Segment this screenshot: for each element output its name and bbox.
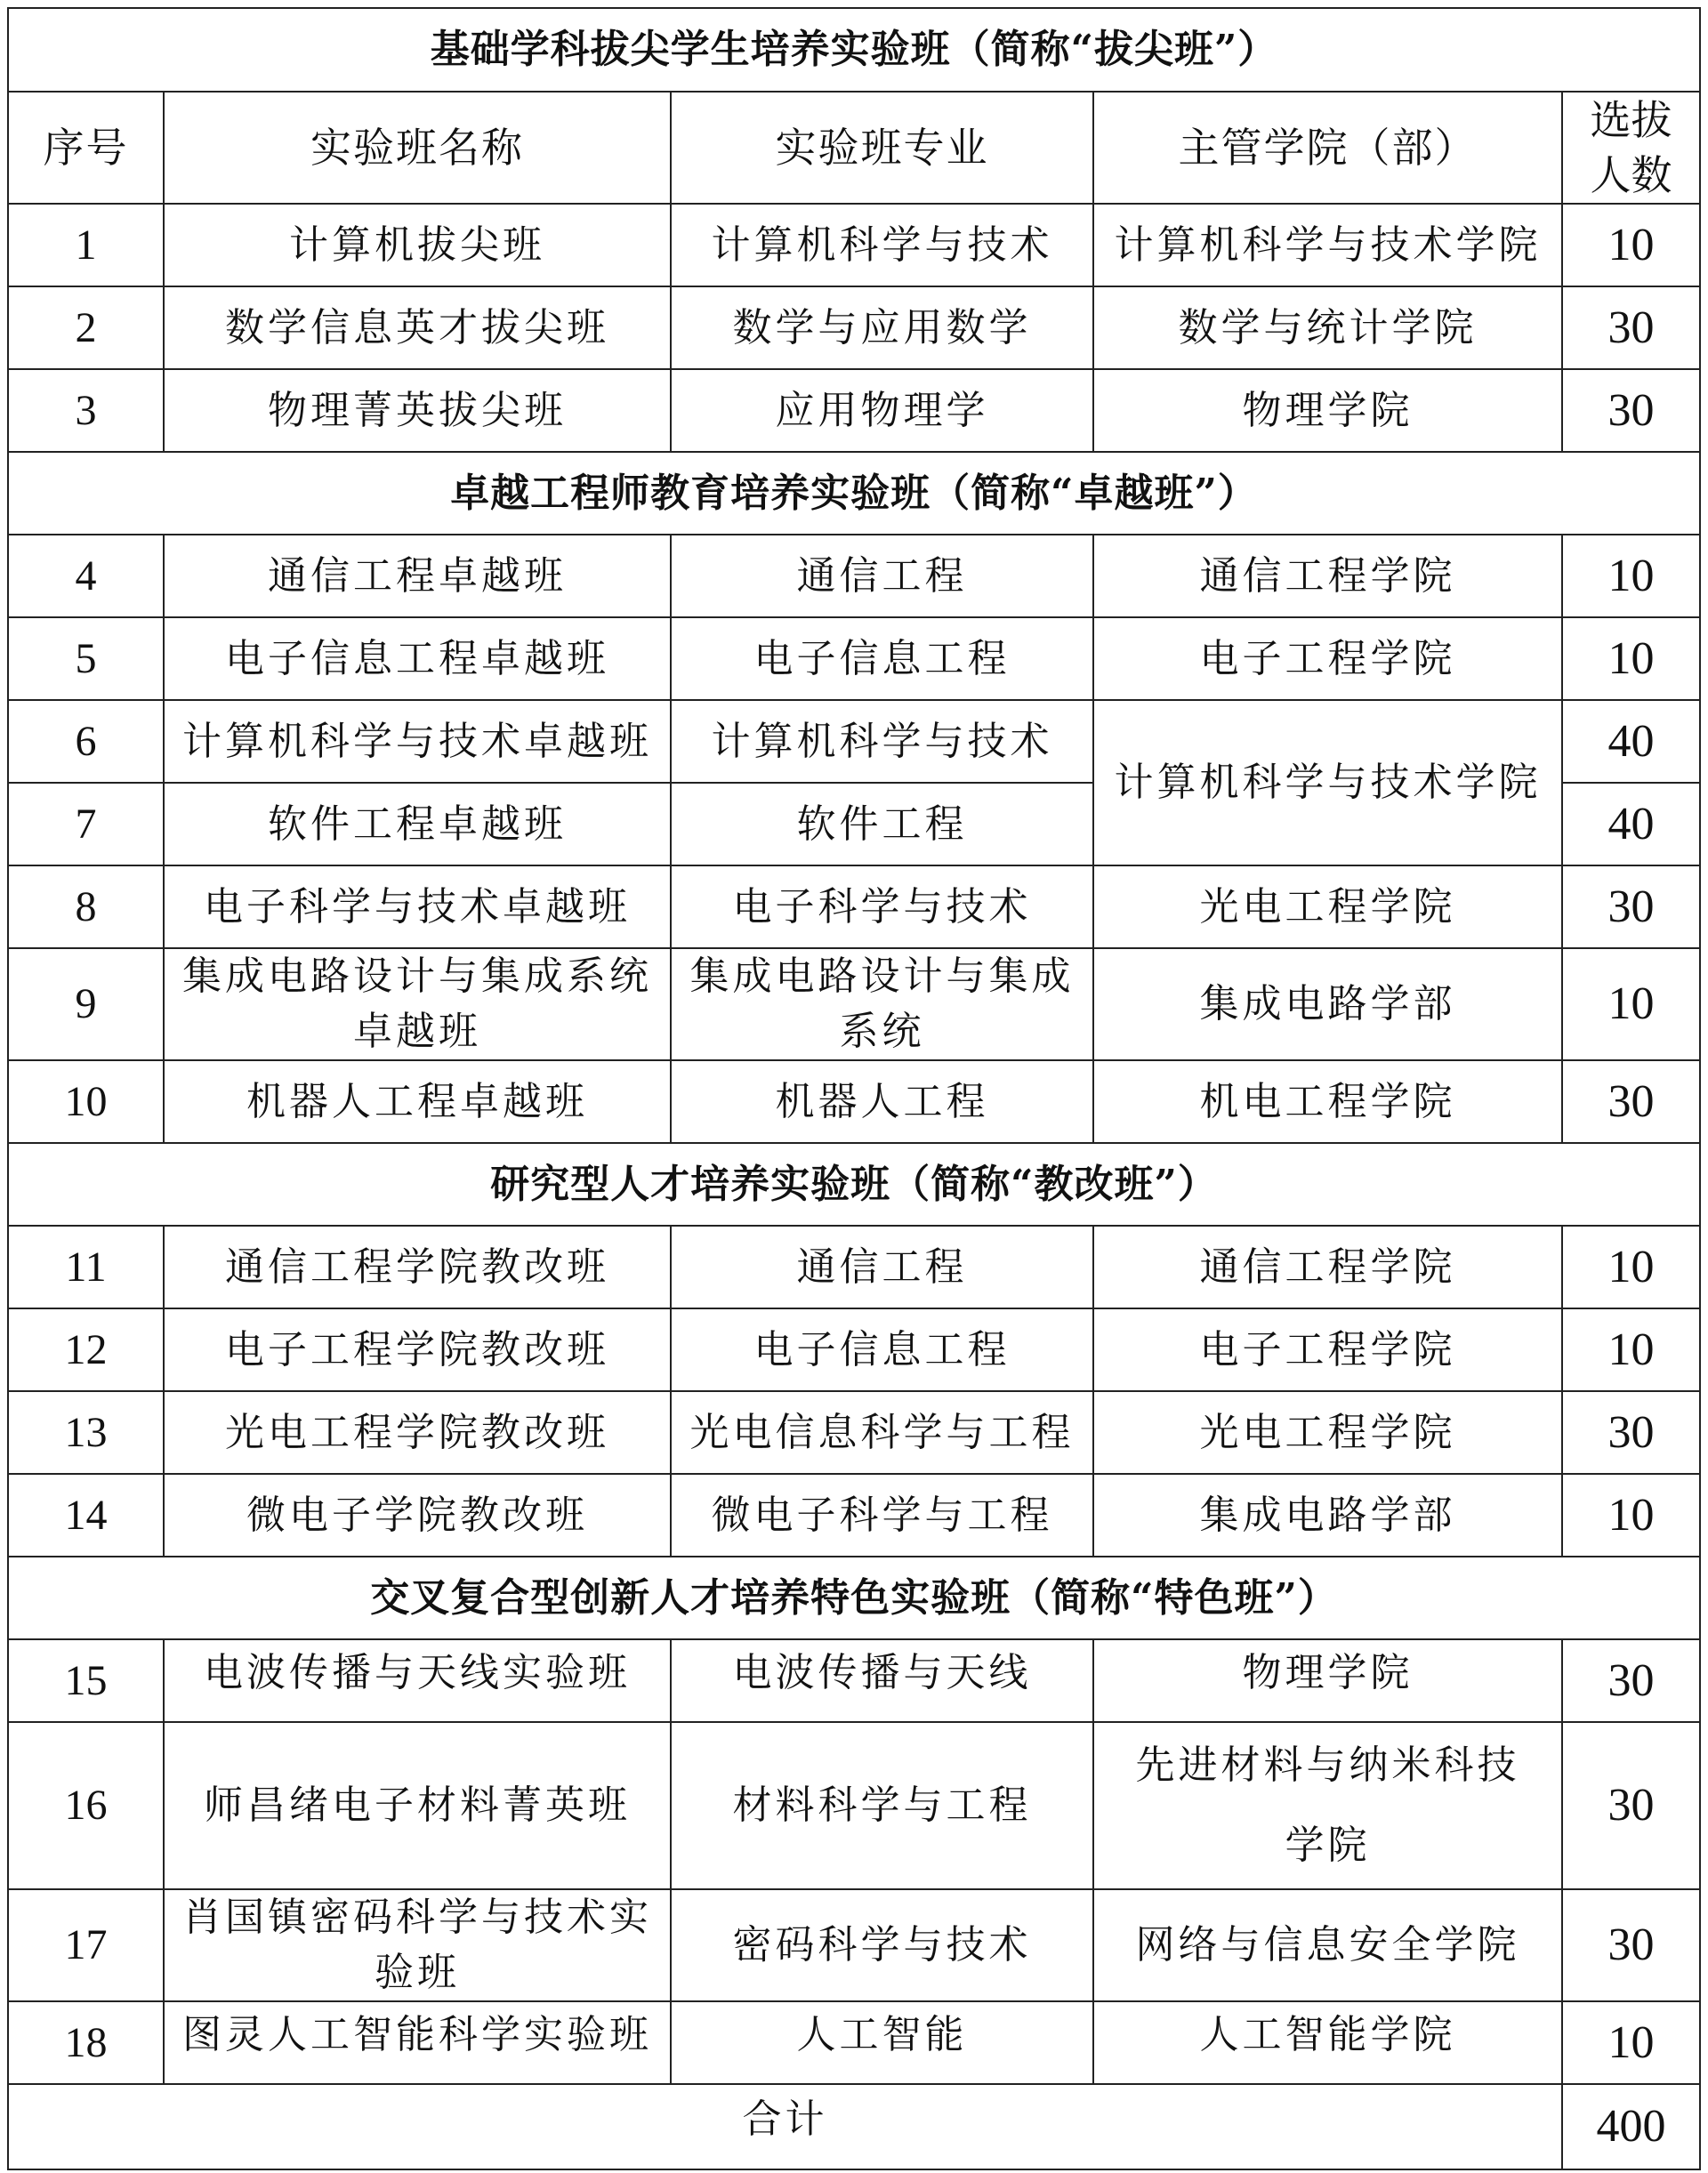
section-title: 研究型人才培养实验班（简称“教改班”） — [8, 1143, 1700, 1226]
row-count: 30 — [1562, 1391, 1700, 1474]
header-count: 选拔人数 — [1562, 92, 1700, 204]
row-college: 机电工程学院 — [1093, 1060, 1562, 1143]
row-index: 1 — [8, 204, 164, 286]
row-index: 11 — [8, 1226, 164, 1308]
table-row — [8, 1722, 1700, 1889]
table-row — [8, 865, 1700, 948]
table-row — [8, 1308, 1700, 1391]
row-count: 30 — [1562, 1060, 1700, 1143]
row-class-name: 计算机拔尖班 — [164, 204, 671, 286]
table-row — [8, 286, 1700, 369]
row-major: 应用物理学 — [671, 369, 1093, 452]
row-count: 10 — [1562, 617, 1700, 700]
row-college: 集成电路学部 — [1093, 1474, 1562, 1557]
total-label: 合计 — [8, 2084, 1562, 2169]
row-class-name: 数学信息英才拔尖班 — [164, 286, 671, 369]
row-class-name: 软件工程卓越班 — [164, 783, 671, 865]
row-index: 2 — [8, 286, 164, 369]
row-college: 物理学院 — [1093, 369, 1562, 452]
section-title: 卓越工程师教育培养实验班（简称“卓越班”） — [8, 452, 1700, 535]
row-college: 计算机科学与技术学院 — [1093, 700, 1562, 865]
row-index: 8 — [8, 865, 164, 948]
row-count: 30 — [1562, 1639, 1700, 1722]
row-class-name: 电子信息工程卓越班 — [164, 617, 671, 700]
row-major: 电子信息工程 — [671, 1308, 1093, 1391]
section-title: 基础学科拔尖学生培养实验班（简称“拔尖班”） — [8, 8, 1700, 92]
row-index: 17 — [8, 1889, 164, 2001]
row-index: 18 — [8, 2001, 164, 2084]
row-class-name: 物理菁英拔尖班 — [164, 369, 671, 452]
row-class-name: 电波传播与天线实验班 — [164, 1639, 671, 1722]
header-college: 主管学院（部） — [1093, 92, 1562, 204]
table-row — [8, 948, 1700, 1060]
row-class-name: 肖国镇密码科学与技术实验班 — [164, 1889, 671, 2001]
row-count: 10 — [1562, 948, 1700, 1060]
table-row — [8, 1474, 1700, 1557]
header-index: 序号 — [8, 92, 164, 204]
row-major: 人工智能 — [671, 2001, 1093, 2084]
row-major: 通信工程 — [671, 1226, 1093, 1308]
row-class-name: 机器人工程卓越班 — [164, 1060, 671, 1143]
table-row — [8, 1639, 1700, 1722]
row-count: 30 — [1562, 1889, 1700, 2001]
row-college: 电子工程学院 — [1093, 1308, 1562, 1391]
row-college: 计算机科学与技术学院 — [1093, 204, 1562, 286]
row-major: 计算机科学与技术 — [671, 204, 1093, 286]
row-major: 微电子科学与工程 — [671, 1474, 1093, 1557]
table-row — [8, 1391, 1700, 1474]
row-index: 4 — [8, 535, 164, 617]
row-index: 14 — [8, 1474, 164, 1557]
row-index: 3 — [8, 369, 164, 452]
row-college: 通信工程学院 — [1093, 535, 1562, 617]
row-count: 10 — [1562, 204, 1700, 286]
row-major: 数学与应用数学 — [671, 286, 1093, 369]
row-index: 15 — [8, 1639, 164, 1722]
row-major: 软件工程 — [671, 783, 1093, 865]
row-major: 机器人工程 — [671, 1060, 1093, 1143]
row-count: 10 — [1562, 1474, 1700, 1557]
row-index: 16 — [8, 1722, 164, 1889]
row-class-name: 集成电路设计与集成系统卓越班 — [164, 948, 671, 1060]
header-class-name: 实验班名称 — [164, 92, 671, 204]
row-class-name: 微电子学院教改班 — [164, 1474, 671, 1557]
row-major: 材料科学与工程 — [671, 1722, 1093, 1889]
table-row — [8, 2001, 1700, 2084]
header-major: 实验班专业 — [671, 92, 1093, 204]
row-index: 9 — [8, 948, 164, 1060]
row-index: 5 — [8, 617, 164, 700]
row-class-name: 电子工程学院教改班 — [164, 1308, 671, 1391]
total-row — [8, 2084, 1700, 2169]
row-college: 光电工程学院 — [1093, 1391, 1562, 1474]
table-row — [8, 1889, 1700, 2001]
row-class-name: 光电工程学院教改班 — [164, 1391, 671, 1474]
row-major: 电波传播与天线 — [671, 1639, 1093, 1722]
row-count: 40 — [1562, 783, 1700, 865]
row-class-name: 通信工程学院教改班 — [164, 1226, 671, 1308]
row-college: 光电工程学院 — [1093, 865, 1562, 948]
section-title: 交叉复合型创新人才培养特色实验班（简称“特色班”） — [8, 1557, 1700, 1639]
row-college: 物理学院 — [1093, 1639, 1562, 1722]
row-college: 数学与统计学院 — [1093, 286, 1562, 369]
table-row — [8, 204, 1700, 286]
row-major: 集成电路设计与集成系统 — [671, 948, 1093, 1060]
row-count: 30 — [1562, 865, 1700, 948]
table-row — [8, 1226, 1700, 1308]
row-count: 10 — [1562, 2001, 1700, 2084]
row-major: 电子科学与技术 — [671, 865, 1093, 948]
row-count: 30 — [1562, 369, 1700, 452]
table-row — [8, 617, 1700, 700]
row-college: 集成电路学部 — [1093, 948, 1562, 1060]
row-index: 10 — [8, 1060, 164, 1143]
total-value: 400 — [1562, 2084, 1700, 2169]
row-college: 通信工程学院 — [1093, 1226, 1562, 1308]
row-major: 光电信息科学与工程 — [671, 1391, 1093, 1474]
row-college: 网络与信息安全学院 — [1093, 1889, 1562, 2001]
row-count: 40 — [1562, 700, 1700, 783]
row-college: 电子工程学院 — [1093, 617, 1562, 700]
row-index: 7 — [8, 783, 164, 865]
row-count: 10 — [1562, 535, 1700, 617]
row-index: 12 — [8, 1308, 164, 1391]
row-class-name: 师昌绪电子材料菁英班 — [164, 1722, 671, 1889]
table-row — [8, 700, 1700, 783]
row-college: 先进材料与纳米科技学院 — [1093, 1722, 1562, 1889]
row-major: 通信工程 — [671, 535, 1093, 617]
table-row — [8, 369, 1700, 452]
row-count: 30 — [1562, 286, 1700, 369]
row-count: 10 — [1562, 1308, 1700, 1391]
enrollment-table — [7, 7, 1701, 2170]
table-row — [8, 535, 1700, 617]
row-class-name: 电子科学与技术卓越班 — [164, 865, 671, 948]
row-major: 电子信息工程 — [671, 617, 1093, 700]
row-index: 6 — [8, 700, 164, 783]
table-row — [8, 1060, 1700, 1143]
row-college: 人工智能学院 — [1093, 2001, 1562, 2084]
row-index: 13 — [8, 1391, 164, 1474]
row-count: 10 — [1562, 1226, 1700, 1308]
row-class-name: 通信工程卓越班 — [164, 535, 671, 617]
row-class-name: 计算机科学与技术卓越班 — [164, 700, 671, 783]
row-class-name: 图灵人工智能科学实验班 — [164, 2001, 671, 2084]
row-major: 密码科学与技术 — [671, 1889, 1093, 2001]
row-major: 计算机科学与技术 — [671, 700, 1093, 783]
row-count: 30 — [1562, 1722, 1700, 1889]
